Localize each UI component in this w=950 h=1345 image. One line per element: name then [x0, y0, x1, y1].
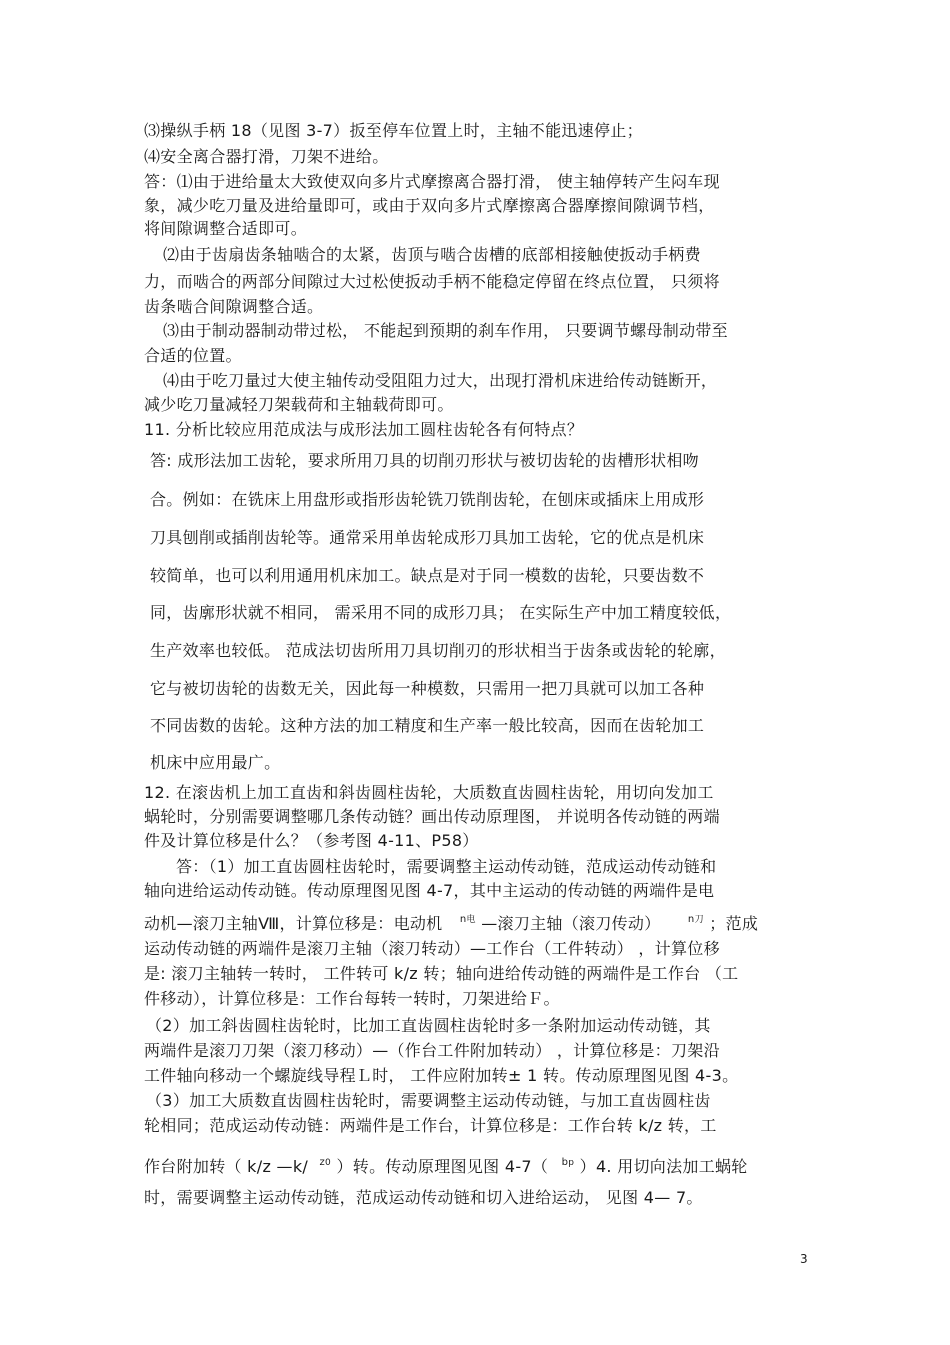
- text-line: 同，齿廓形状就不相同， 需采用不同的成形刀具； 在实际生产中加工精度较低，: [150, 603, 732, 622]
- text-line: 象，减少吃刀量及进给量即可，或由于双向多片式摩擦离合器摩擦间隙调节档，: [144, 196, 715, 215]
- text-segment: ）转。传动原理图见图 4-7（: [336, 1157, 549, 1176]
- text-line: 轴向进给运动传动链。传动原理图见图 4-7，其中主运动的传动链的两端件是电: [144, 881, 715, 900]
- text-line: ⑷安全离合器打滑，刀架不进给。: [144, 147, 389, 166]
- text-line: 齿条啮合间隙调整合适。: [144, 297, 324, 316]
- text-line: 时，需要调整主运动传动链，范成运动传动链和切入进给运动， 见图 4— 7。: [144, 1188, 703, 1207]
- text-line: ⑵由于齿扇齿条轴啮合的太紧，齿顶与啮合齿槽的底部相接触使扳动手柄费: [163, 245, 701, 264]
- text-line: 刀具刨削或插削齿轮等。通常采用单齿轮成形刀具加工齿轮，它的优点是机床: [150, 528, 705, 547]
- text-line: 件及计算位移是什么？（参考图 4-11、P58）: [144, 831, 479, 850]
- text-line: 件移动），计算位移是：工作台每转一转时，刀架进给Ｆ。: [144, 989, 560, 1008]
- question-12: 12. 在滚齿机上加工直齿和斜齿圆柱齿轮，大质数直齿圆柱齿轮，用切向发加工: [144, 783, 714, 802]
- text-segment: 作台附加转（ k/z —k/: [144, 1157, 309, 1176]
- text-line: 答：（1）加工直齿圆柱齿轮时，需要调整主运动传动链，范成运动传动链和: [176, 857, 717, 876]
- text-line: 合适的位置。: [144, 346, 242, 365]
- text-line: [144, 914, 758, 937]
- text-segment: ）4. 用切向法加工蜗轮: [579, 1157, 748, 1176]
- text-line: 它与被切齿轮的齿数无关，因此每一种模数，只需用一把刀具就可以加工各种: [150, 679, 705, 698]
- text-line: 答: 成形法加工齿轮，要求所用刀具的切削刃形状与被切齿轮的齿槽形状相吻: [150, 451, 699, 470]
- text-line: 合。例如：在铣床上用盘形或指形齿轮铣刀铣削齿轮，在刨床或插床上用成形: [150, 490, 705, 509]
- text-line: ⑶由于制动器制动带过松， 不能起到预期的刹车作用， 只要调节螺母制动带至: [163, 321, 728, 340]
- page-number: 3: [800, 1252, 808, 1266]
- text-segment: 动机—滚刀主轴Ⅷ，计算位移是：电动机: [144, 914, 443, 933]
- z0-symbol: z0: [319, 1157, 332, 1168]
- question-11: 11. 分析比较应用范成法与成形法加工圆柱齿轮各有何特点？: [144, 420, 584, 439]
- text-line: （3）加工大质数直齿圆柱齿轮时，需要调整主运动传动链，与加工直齿圆柱齿: [146, 1091, 711, 1110]
- text-line: 机床中应用最广。: [150, 753, 281, 772]
- text-line: 将间隙调整合适即可。: [144, 219, 308, 238]
- bp-symbol: bp: [561, 1157, 575, 1168]
- text-line: 减少吃刀量减轻刀架载荷和主轴载荷即可。: [144, 395, 454, 414]
- text-line: 答：⑴由于进给量太大致使双向多片式摩擦离合器打滑， 使主轴停转产生闷车现: [144, 172, 720, 191]
- text-line: 工件轴向移动一个螺旋线导程Ｌ时， 工件应附加转± 1 转。传动原理图见图 4-3。: [144, 1066, 739, 1085]
- text-line: 两端件是滚刀刀架（滚刀移动）—（作台工件附加转动） ，计算位移是：刀架沿: [144, 1041, 720, 1060]
- text-line: 不同齿数的齿轮。这种方法的加工精度和生产率一般比较高，因而在齿轮加工: [150, 716, 705, 735]
- text-segment: ；范成: [709, 914, 759, 933]
- text-line: 蜗轮时，分别需要调整哪几条传动链？画出传动原理图， 并说明各传动链的两端: [144, 807, 720, 826]
- text-line: ⑷由于吃刀量过大使主轴传动受阻阻力过大，出现打滑机床进给传动链断开，: [163, 371, 718, 390]
- n-tool-symbol: n刀: [687, 914, 704, 925]
- n-motor-symbol: n电: [459, 914, 476, 925]
- text-line: 运动传动链的两端件是滚刀主轴（滚刀转动）—工作台（工件转动） ，计算位移: [144, 939, 720, 958]
- text-line: 生产效率也较低。 范成法切齿所用刀具切削刃的形状相当于齿条或齿轮的轮廓，: [150, 641, 726, 660]
- text-line: 力，而啮合的两部分间隙过大过松使扳动手柄不能稳定停留在终点位置， 只须将: [144, 272, 720, 291]
- text-line: （2）加工斜齿圆柱齿轮时，比加工直齿圆柱齿轮时多一条附加运动传动链，其: [146, 1016, 711, 1035]
- text-line: 是: 滚刀主轴转一转时， 工件转可 k/z 转；轴向进给传动链的两端件是工作台 （工: [144, 964, 739, 983]
- text-line: ⑶操纵手柄 18（见图 3-7）扳至停车位置上时，主轴不能迅速停止；: [144, 121, 643, 140]
- text-line: 较简单，也可以利用通用机床加工。缺点是对于同一模数的齿轮，只要齿数不: [150, 566, 705, 585]
- text-line: [144, 1157, 748, 1180]
- text-segment: —滚刀主轴（滚刀传动）: [481, 914, 661, 933]
- text-line: 轮相同；范成运动传动链：两端件是工作台，计算位移是：工作台转 k/z 转，工: [144, 1116, 717, 1135]
